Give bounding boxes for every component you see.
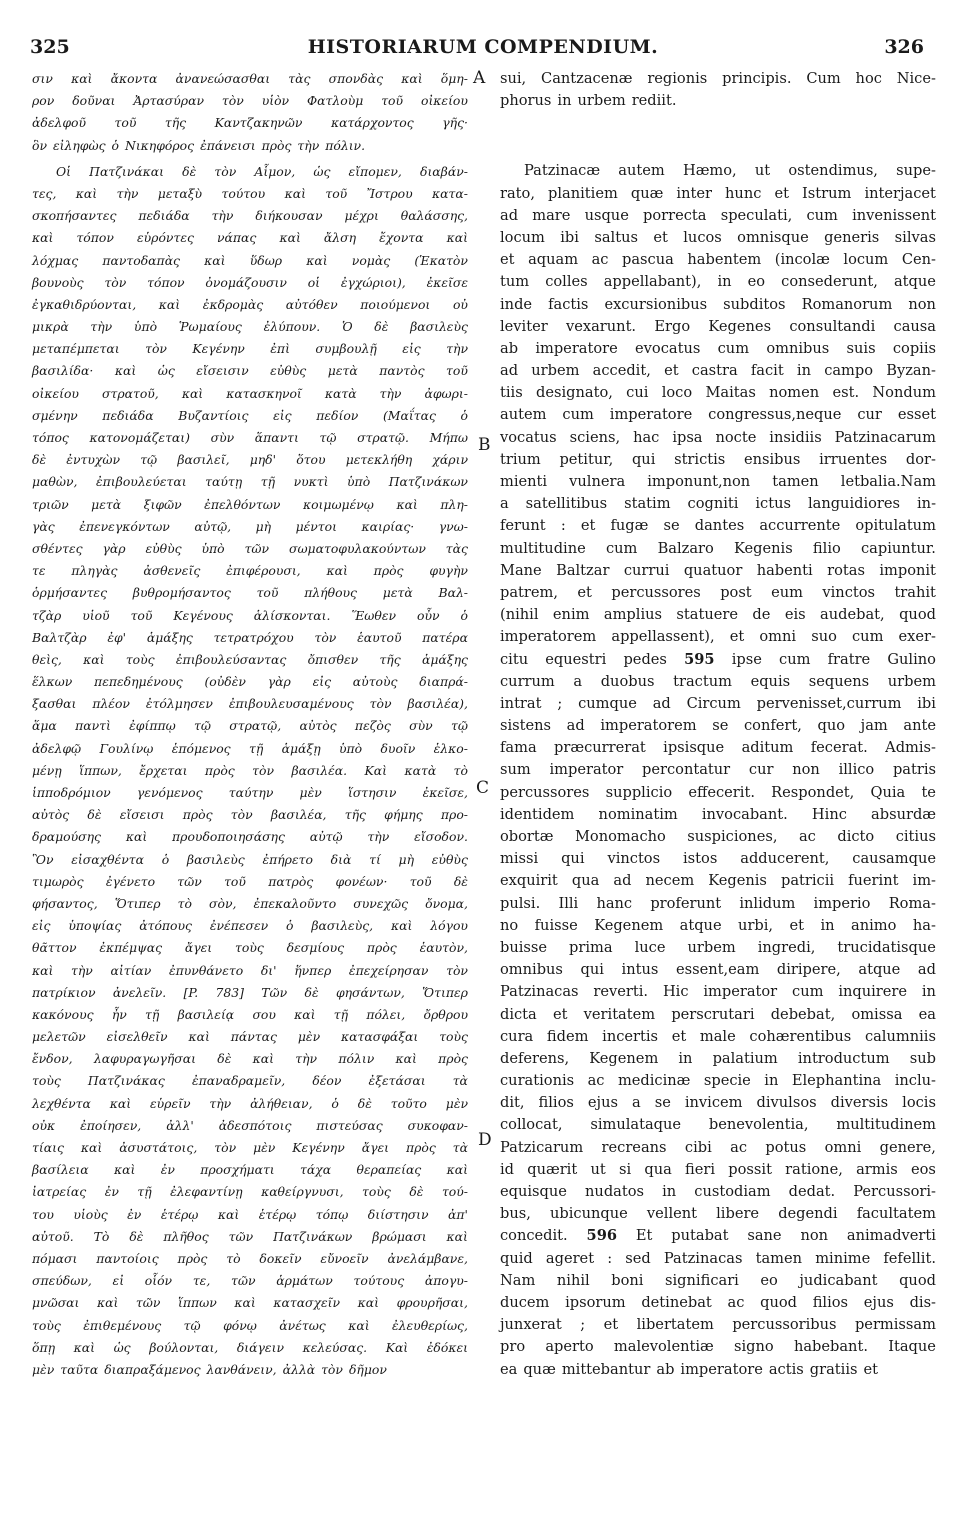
text-line: ρον δοῦναι Ἀρτασύραν τὸν υἱὸν Φατλοὺμ τοῦ οἰκείου — [32, 93, 468, 109]
greek-column — [32, 68, 468, 1381]
text-line: ducem ipsorum detinebat ac quod filios ejus dis- — [500, 1293, 936, 1311]
text-line: omnibus qui intus essent,eam diripere, atque ad — [500, 961, 936, 979]
text-line: τοὺς Πατζινάκας ἐπαναδραμεῖν, δέον ἐξετάσαι τὰ — [32, 1073, 468, 1089]
text-line: percussores supplicio effecerit. Respondet, Quia te — [500, 783, 936, 801]
text-line: leviter vexarunt. Ergo Kegenes consultandi causa — [500, 317, 936, 335]
text-line: μικρὰ τὴν ὑπὸ Ῥωμαίους ἐλύπουν. Ὁ δὲ βασιλεὺς — [32, 319, 468, 335]
text-line: patrem, et percussores post eum vinctos trahit — [500, 583, 936, 601]
text-line: rato, planitiem quæ inter hunc et Istrum interjacet — [500, 184, 936, 202]
text-line: σκοπήσαντες πεδιάδα τὴν διήκουσαν μέχρι θαλάσσης, — [32, 208, 468, 224]
text-line: μνῶσαι καὶ τῶν ἵππων καὶ κατασχεῖν καὶ φρουρῆσαι, — [32, 1295, 468, 1311]
text-line: ea quæ mittebantur ab imperatore actis gratiis et — [500, 1360, 878, 1378]
text-line: καὶ τόπον εὑρόντες νάπας καὶ ἄλση ἔχοντα καὶ — [32, 230, 468, 246]
text-line: multitudine cum Balzaro Kegenis filio capiuntur. — [500, 539, 936, 557]
margin-marker-c: C — [476, 778, 490, 798]
text-line: ferunt : et fugæ se dantes accurrente opitulatum — [500, 517, 936, 535]
text-line: σμένην πεδιάδα Βυζαντίοις εἰς πεδίον (Μαΐτας ὁ — [32, 407, 468, 423]
text-line: σιν καὶ ἄκοντα ἀνανεώσασθαι τὰς σπονδὰς καὶ ὅμη- — [32, 71, 468, 86]
text-line: identidem nominatim invocabant. Hinc absurdæ — [500, 805, 936, 823]
text-line: τόπος κατονομάζεται) σὺν ἅπαντι τῷ στρατῷ. Μήπω — [32, 430, 468, 445]
text-line: tiis designato, cui loco Maitas nomen est. Nondum — [500, 384, 936, 402]
text-line: τες, καὶ τὴν μεταξὺ τούτου καὶ τοῦ Ἴστρου κατα- — [32, 185, 468, 201]
text-line: ἀδελφῷ Γουλίνῳ ἑπόμενος τῇ ἁμάξῃ ὑπὸ δυοῖν ἑλκο- — [32, 740, 468, 756]
text-line: sistens ad imperatorem se confert, quo jam ante — [500, 717, 936, 735]
text-line: currum a duobus tractum equis sequens urbem — [500, 672, 936, 690]
text-line: αὐτοῦ. Τὸ δὲ πλῆθος τῶν Πατζινάκων βρώμασι καὶ — [32, 1228, 468, 1244]
text-line: τριῶν μετὰ ξιφῶν ἐπελθόντων κοιμωμένῳ καὶ πλη- — [32, 496, 468, 512]
text-line: Ὃν εἰσαχθέντα ὁ βασιλεὺς ἐπήρετο διὰ τί μὴ εὐθὺς — [32, 851, 468, 867]
text-line: intrat ; cumque ad Circum pervenisset,currum ibi — [500, 694, 936, 712]
text-line: dit, filios ejus a se invicem divulsos diversis locis — [500, 1094, 936, 1112]
text-line: sui, Cantzacenæ regionis principis. Cum hoc Nice- — [500, 70, 936, 87]
running-header — [0, 36, 966, 62]
text-line: πόμασι παντοίοις πρὸς τὸ δοκεῖν εὔνοεῖν ἀνελάμβανε, — [32, 1250, 468, 1266]
text-line: σπεύδων, εἰ οἷόν τε, τῶν ἁρμάτων τούτους ἀπογυ- — [32, 1273, 468, 1289]
text-line: concedit. 596 Et putabat sane non animadverti — [500, 1227, 936, 1245]
text-line: Βαλτζὰρ ἐφ' ἁμάξης τετρατρόχου τὸν ἑαυτοῦ πατέρα — [32, 629, 468, 645]
text-line: καὶ τὴν αἰτίαν ἐπυνθάνετο δι' ἥνπερ ἐπεχείρησαν τὸν — [32, 962, 468, 978]
text-line: θεὶς, καὶ τοὺς ἐπιβουλεύσαντας ὄπισθεν τῆς ἁμάξης — [32, 651, 468, 667]
text-line: λεχθέντα καὶ εὑρεῖν τὴν ἀλήθειαν, ὁ δὲ τοῦτο μὲν — [32, 1095, 468, 1111]
text-line: phorus in urbem rediit. — [500, 92, 677, 110]
text-line: μὲν ταῦτα διαπραξάμενος λανθάνειν, ἀλλὰ τὸν δῆμον — [32, 1361, 387, 1377]
text-line: ἐγκαθιδρύονται, καὶ ἐκδρομὰς αὐτόθεν ποιούμενοι οὐ — [32, 296, 468, 312]
text-line: ἔνδον, λαφυραγωγῆσαι δὲ καὶ τὴν πόλιν καὶ πρὸς — [32, 1051, 468, 1067]
text-line: inde factis excursionibus subditos Romanorum non — [500, 295, 936, 313]
text-line: junxerat ; et libertatem percussoribus permissam — [500, 1316, 936, 1334]
text-line: citu equestri pedes 595 ipse cum fratre Gulino — [500, 650, 936, 668]
text-line: του υἱοὺς ἐν ἑτέρῳ καὶ ἑτέρῳ τόπῳ διίστησιν ἀπ' — [32, 1206, 468, 1222]
right-page-number: 326 — [884, 36, 924, 58]
running-title: HISTORIARUM COMPENDIUM. — [307, 36, 659, 58]
text-line: κακόνους ἦν τῇ βασιλείᾳ σου καὶ τῇ πόλει, ὄρθρου — [32, 1006, 468, 1022]
text-line: ad urbem accedit, et castra facit in campo Byzan- — [500, 362, 936, 380]
text-line: οὐκ ἐποίησεν, ἀλλ' ἀδεσπότοις πιστεύσας συκοφαν- — [32, 1117, 468, 1133]
text-line: ἀδελφοῦ τοῦ τῆς Καντζακηνῶν κατάρχοντος γῆς· — [32, 115, 468, 131]
text-line: Mane Baltzar currui quatuor habenti rotas imponit — [500, 561, 936, 579]
text-line: βουνοὺς τὸν τόπον ὀνομάζουσιν οἱ ἐγχώριοι), ἐκεῖσε — [32, 274, 468, 290]
text-line: δὲ ἐντυχὼν τῷ βασιλεῖ, μηδ' ὅτου μετεκλήθη χάριν — [32, 452, 468, 468]
text-line: a satellitibus statim cogniti ictus languidiores in- — [500, 495, 936, 513]
text-line: Patzinacæ autem Hæmo, ut ostendimus, supe- — [524, 162, 936, 180]
text-line: φήσαντος, Ὅτιπερ τὸ σὸν, ἐπεκαλοῦντο συνεχῶς ὄνομα, — [32, 895, 468, 911]
text-line: collocat, simulataque benevolentia, multitudinem — [500, 1116, 936, 1134]
text-line: (nihil enim amplius statuere de eis audebat, quod — [500, 606, 936, 624]
text-line: et aquam ac pascua habentem (incolæ locum Cen- — [500, 251, 936, 269]
text-line: buisse prima luce urbem ingredi, trucidatisque — [500, 938, 936, 956]
text-line: missi qui vinctos istos adducerent, causamque — [500, 850, 936, 868]
text-line: ὃν εἰληφὼς ὁ Νικηφόρος ἐπάνεισι πρὸς τὴν πόλιν. — [32, 137, 366, 153]
margin-marker-a: A — [473, 68, 486, 88]
text-line: Nam nihil boni significari eo judicabant quod — [500, 1271, 936, 1289]
text-line: dicta et veritatem perscrutari debebat, omissa ea — [500, 1005, 936, 1023]
greek-paragraph-1 — [32, 68, 468, 157]
text-line: βασιλίδα· καὶ ὡς εἴσεισιν εὐθὺς μετὰ παντὸς τοῦ — [32, 363, 468, 379]
text-line: quid ageret : sed Patzinacas tamen minime fefellit. — [500, 1249, 936, 1267]
text-line: ad mare usque porrecta speculati, cum invenissent — [500, 206, 936, 224]
text-line: μαθὼν, ἐπιβουλεύεται ταύτῃ τῇ νυκτὶ ὑπὸ Πατζινάκων — [32, 474, 468, 490]
text-line: τιμωρὸς ἐγένετο τῶν τοῦ πατρὸς φονέων· τοῦ δὲ — [32, 873, 468, 889]
text-line: Patzinacas reverti. Hic imperator cum inquirere in — [500, 983, 936, 1001]
text-line: id quærit ut si qua fieri possit ratione, armis eos — [500, 1160, 936, 1178]
text-line: πατρίκιον ἀνελεῖν. [P. 783] Τῶν δὲ φησάντων, Ὅτιπερ — [32, 984, 468, 1000]
text-line: σθέντες γὰρ εὐθὺς ὑπὸ τῶν σωματοφυλακούντων τὰς — [32, 540, 468, 556]
text-line: τζὰρ υἱοῦ τοῦ Κεγένους ἁλίσκονται. Ἕωθεν οὖν ὁ — [32, 607, 468, 623]
latin-paragraph-2 — [500, 160, 936, 1380]
text-line: μένῃ ἵππων, ἔρχεται πρὸς τὸν βασιλέα. Καὶ κατὰ τὸ — [32, 762, 468, 778]
greek-paragraph-2 — [32, 161, 468, 1381]
text-line: deferens, Kegenem in palatium introductum sub — [500, 1049, 936, 1067]
text-line: δραμούσης καὶ προυδοποιησάσης αὐτῷ τὴν εἴσοδον. — [32, 829, 468, 845]
text-line: obortæ Monomacho suspiciones, ac dicto citius — [500, 828, 936, 845]
text-line: tum colles appellabant), in eo consederunt, atque — [500, 273, 936, 291]
text-line: imperatorem appellassent), et omni suo cum exer- — [500, 628, 936, 646]
text-line: οἰκείου στρατοῦ, καὶ κατασκηνοῖ κατὰ τὴν ἀφωρι- — [32, 385, 468, 401]
text-line: εἰς ὑποψίας ἀτόπους ἐνέπεσεν ὁ βασιλεὺς, καὶ λόγου — [32, 918, 468, 934]
text-line: no fuisse Kegenem atque urbi, et in animo ha- — [500, 916, 936, 934]
text-line: trium petitur, qui strictis ensibus irruentes dor- — [500, 450, 936, 468]
text-line: γὰς ἐπενεγκόντων αὐτῷ, μὴ μέντοι καιρίας· γνω- — [32, 518, 468, 534]
text-line: τίαις καὶ ἀσυστάτοις, τὸν μὲν Κεγένην ἄγει πρὸς τὰ — [32, 1140, 468, 1155]
text-line: μελετῶν εἰσελθεῖν καὶ πάντας μὲν κατασφάξαι τοὺς — [32, 1029, 468, 1045]
text-line: μεταπέμπεται τὸν Κεγένην ἐπὶ συμβουλῇ εἰς τὴν — [32, 341, 468, 357]
text-line: Οἱ Πατζινάκαι δὲ τὸν Αἷμον, ὡς εἴπομεν, διαβάν- — [56, 163, 468, 179]
text-line: θᾶττον ἐκπέμψας ἄγει τοὺς δεσμίους πρὸς ἑαυτὸν, — [32, 940, 468, 956]
text-line: αὐτὸς δὲ εἴσεισι πρὸς τὸν βασιλέα, τῆς φήμης προ- — [32, 807, 468, 823]
text-line: ab imperatore evocatus cum omnibus suis copiis — [500, 339, 936, 357]
text-line: mienti vulnera imponunt,non tamen letbalia.Nam — [500, 473, 936, 490]
text-line: pulsi. Illi hanc proferunt inlidum imperio Roma- — [500, 894, 936, 912]
text-line: vocatus sciens, hac ipsa nocte insidiis Patzinacarum — [500, 428, 936, 446]
text-line: ἰατρείας ἐν τῇ ἐλεφαντίνῃ καθείργνυσι, τοὺς δὲ τού- — [32, 1184, 468, 1200]
text-line: autem cum imperatore congressus,neque cur esset — [500, 406, 936, 424]
text-line: cura fidem incertis et male cohærentibus calumniis — [500, 1027, 936, 1045]
margin-marker-d: D — [478, 1130, 492, 1150]
text-line: curationis ac medicinæ specie in Elephantina inclu- — [500, 1072, 936, 1090]
text-line: bus, ubicunque vellent libere degendi facultatem — [500, 1205, 936, 1223]
latin-paragraph-1 — [500, 68, 936, 112]
text-line: ἕλκων πεπεδημένους (οὐδὲν γὰρ εἰς αὐτοὺς διαπρά- — [32, 674, 468, 690]
text-line: Patzicarum recreans cibi ac potus omni genere, — [500, 1138, 936, 1156]
text-line: τε πληγὰς ἀσθενεῖς ἐπιφέρουσι, καὶ πρὸς φυγὴν — [32, 563, 468, 579]
text-line: ἱπποδρόμιον γενόμενος ταύτην μὲν ἵστησιν ἐκεῖσε, — [32, 785, 468, 800]
text-line: exquirit qua ad necem Kegenis patricii fuerint im- — [500, 872, 936, 890]
text-line: pro aperto malevolentiæ signo habebant. Itaque — [500, 1338, 936, 1356]
text-line: ξασθαι πλέον ἐτόλμησεν ἐπιβουλευσαμένους τὸν βασιλέα), — [32, 696, 468, 712]
text-line: ὅπῃ καὶ ὡς βούλονται, διάγειν κελεύσας. Καὶ ἐδόκει — [32, 1339, 468, 1355]
margin-marker-b: B — [478, 435, 491, 455]
text-line: sum imperator percontatur cur non illico patris — [500, 761, 936, 779]
text-line: equisque nudatos in custodiam dedat. Percussori- — [500, 1183, 936, 1200]
latin-column — [500, 68, 936, 1381]
text-line: fama præcurrerat ipsisque aditum fecerat. Admis- — [500, 739, 936, 757]
text-line: λόχμας παντοδαπὰς καὶ ὕδωρ καὶ νομὰς (Ἑκατὸν — [32, 252, 468, 268]
left-page-number: 325 — [30, 36, 70, 58]
text-line: τοὺς ἐπιθεμένους τῷ φόνῳ ἀνέτως καὶ ἐλευθερίως, — [32, 1317, 468, 1333]
text-line: βασίλεια καὶ ἐν προσχήματι τάχα θεραπείας καὶ — [32, 1162, 468, 1178]
text-line: ἅμα παντὶ ἐφίππῳ τῷ στρατῷ, αὐτὸς πεζὸς σὺν τῷ — [32, 718, 468, 734]
text-line: ὁρμήσαντες βυθρομήσαντος τοῦ πλήθους μετὰ Βαλ- — [32, 585, 468, 601]
text-line: locum ibi saltus et lucos omnisque generis silvas — [500, 228, 936, 246]
